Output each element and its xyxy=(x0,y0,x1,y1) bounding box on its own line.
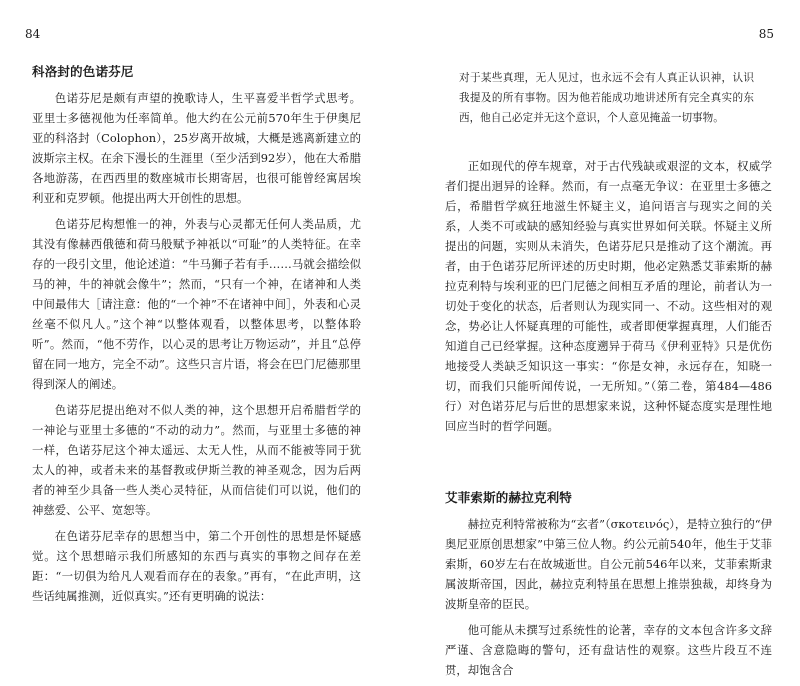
right-page-body xyxy=(445,68,772,686)
right-page xyxy=(400,0,800,677)
paragraph: 正如现代的停车规章，对于古代残缺或艰涩的文本，权威学者们提出迥异的诠释。然而，有一点毫无争议：在亚里士多德之后，希腊哲学疯狂地滋生怀疑主义，追问语言与现实之间的关系，人类不可或缺的感知经验与真实世界如何关联。怀疑主义所提出的问题，实则从未消失，色诺芬尼只是推动了这个潮流。再者，由于色诺芬尼所评述的历史时期，他必定熟悉艾菲索斯的赫拉克利特与埃利亚的巴门尼德之间相互矛盾的理论，前者认为一切处于变化的状态，后者则认为现实同一、不动。这些相对的观念，势必让人怀疑真理的可能性，或者即便掌握真理，人们能否知道自己已经掌握。这种态度遡异于荷马《伊利亚特》只是优伤地接受人类缺乏知识这一事实：“你是女神，永远存在，知晓一切，而我们只能听闻传说，一无所知。”（第二卷，第484—486行）对色诺芬尼与后世的思想家来说，这种怀疑态度实是理性地回应当时的哲学问题。 xyxy=(445,159,772,433)
section-heading: 科洛封的色诺芬尼 xyxy=(32,64,134,79)
paragraph: 在色诺芬尼幸存的思想当中，第二个开创性的思想是怀疑感觉。这个思想暗示我们所感知的东西与真实的事物之间存在差距：“一切俱为给凡人观看而存在的表象。”再有，“在此声明，这些话纯属推测，近似真实。”还有更明确的说法： xyxy=(32,529,361,603)
paragraph: 色诺芬尼构想惟一的神，外表与心灵都无任何人类品质，尤其没有像赫西俄德和荷马般赋予神祇以“可耻”的人类特征。在幸存的一段引文里，他论述道：“牛马狮子若有手……马就会描绘似马的神，牛的神就会像牛”；然而，“只有一个神，在诸神和人类中间最伟大［请注意：他的“一个神”不在诸神中间］，外表和心灵丝毫不似凡人。”这个神“以整体观看，以整体思考，以整体聆听”。然而，“他不劳作，以心灵的思考让万物运动”，并且“总停留在同一地方，完全不动”。这些只言片语，将会在巴门尼德那里得到深人的阐述。 xyxy=(32,217,361,391)
paragraph: 色诺芬尼提出绝对不似人类的神，这个思想开启希腊哲学的一神论与亚里士多德的“不动的动力”。然而，与亚里士多德的神一样，色诺芬尼这个神太遥远、太无人性，从而不能被等同于犹太人的神，或者未来的基督教或伊斯兰教的神圣观念，因为后两者的神至少具备一些人类心灵特征，从而信徒们可以说，他们的神慈爱、公平、宽恕等。 xyxy=(32,403,361,517)
page-number: 84 xyxy=(25,27,41,41)
quote-text: 对于某些真理，无人见过，也永远不会有人真正认识神，认识我提及的所有事物。因为他若能成功地讲述所有完全真实的东西，他自己必定并无这个意识，个人意见掩盖一切事物。 xyxy=(459,72,754,124)
left-page xyxy=(0,0,400,614)
left-page-body xyxy=(32,62,361,612)
block-quote xyxy=(445,68,772,128)
paragraph: 赫拉克利特常被称为“玄者”（σκοτεινός），是特立独行的“伊奥尼亚原创思想家”中第三位人物。约公元前540年，他生于艾菲索斯，60岁左右在故城逝世。自公元前546年以来，艾菲索斯隶属波斯帝国，因此，赫拉克利特虽在思想上推崇独裁，却终身为波斯皇帝的臣民。 xyxy=(445,517,772,611)
section-heading: 艾菲索斯的赫拉克利特 xyxy=(445,490,573,505)
paragraph: 色诺芬尼是颇有声望的挽歌诗人，生平喜爱半哲学式思考。亚里士多德视他为任率简单。他大约在公元前570年生于伊奥尼亚的科洛封（Colophon），25岁离开故城，大概是逃离新建立的波斯宗主权。在余下漫长的生涯里（至少活到92岁），他在大希腊各地游荡，在西西里的数座城市长期寄居，也很可能曾经寓居埃利亚和克罗顿。他提出两大开创性的思想。 xyxy=(32,91,361,205)
section-heraclitus xyxy=(445,488,772,680)
page-number: 85 xyxy=(758,27,774,41)
paragraph: 他可能从未撰写过系统性的论著，幸存的文本包含许多文辞严谨、含意隐晦的警句，还有盘诘性的观察。这些片段互不连贯，却饱含合 xyxy=(445,623,772,677)
